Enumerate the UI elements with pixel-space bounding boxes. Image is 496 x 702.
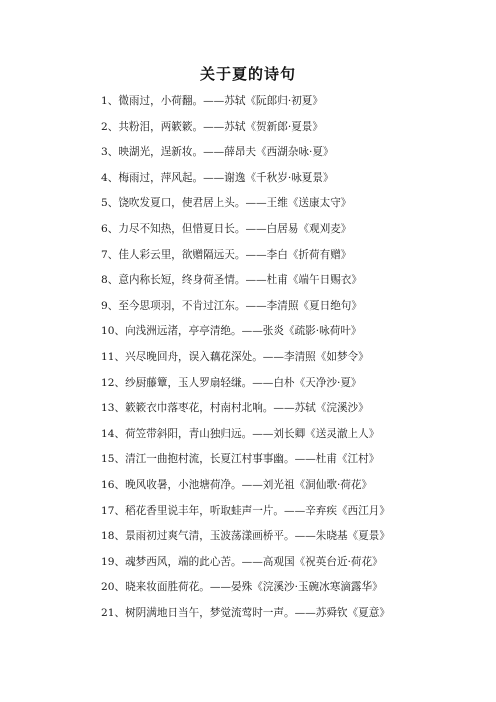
poem-line-20: 20、晓来妆面胜荷花。——晏殊《浣溪沙·玉碗冰寒滴露华》 (101, 581, 383, 594)
poem-line-3: 3、映湖光，逞新妆。——薛昂夫《西湖杂咏·夏》 (101, 146, 334, 159)
poem-line-21: 21、树阴满地日当午，梦觉流莺时一声。——苏舜钦《夏意》 (101, 606, 390, 619)
poem-line-17: 17、稻花香里说丰年，听取蛙声一片。——辛弃疾《西江月》 (101, 504, 390, 517)
poem-line-6: 6、力尽不知热，但惜夏日长。——白居易《观刈麦》 (101, 222, 352, 235)
poem-line-4: 4、梅雨过，萍风起。——谢逸《千秋岁·咏夏景》 (101, 171, 334, 184)
poem-list (101, 94, 390, 631)
poem-line-13: 13、簌簌衣巾落枣花，村南村北响。——苏轼《浣溪沙》 (101, 402, 369, 415)
poem-line-5: 5、饶吹发夏口，使君居上头。——王维《送康太守》 (101, 197, 352, 210)
page-title: 关于夏的诗句 (199, 65, 296, 83)
poem-line-8: 8、意内称长短，终身荷圣情。——杜甫《端午日赐衣》 (101, 274, 362, 287)
poem-line-19: 19、魂梦西风，端的此心苦。——高观国《祝英台近·荷花》 (101, 555, 383, 568)
poem-line-7: 7、佳人彩云里，欲赠隔远天。——李白《折荷有赠》 (101, 248, 352, 261)
poem-line-15: 15、清江一曲抱村流，长夏江村事事幽。——杜甫《江村》 (101, 453, 380, 466)
poem-line-14: 14、荷笠带斜阳，青山独归远。——刘长卿《送灵澈上人》 (101, 427, 380, 440)
poem-line-16: 16、晚风收暑，小池塘荷净。——刘光祖《洞仙歌·荷花》 (101, 478, 373, 491)
poem-line-18: 18、景雨初过爽气清，玉波荡漾画桥平。——朱晓基《夏景》 (101, 530, 390, 543)
poem-line-11: 11、兴尽晚回舟，误入藕花深处。——李清照《如梦令》 (101, 350, 369, 363)
poem-line-2: 2、共粉泪，两簌簌。——苏轼《贺新郎·夏景》 (101, 120, 323, 133)
poem-line-12: 12、纱厨藤簟，玉人罗扇轻缣。——白朴《天净沙·夏》 (101, 376, 362, 389)
poem-line-10: 10、向浅洲远渚，亭亭清绝。——张炎《疏影·咏荷叶》 (101, 325, 362, 338)
poem-line-9: 9、至今思项羽，不肯过江东。——李清照《夏日绝句》 (101, 299, 362, 312)
poem-line-1: 1、微雨过，小荷翻。——苏轼《阮郎归·初夏》 (101, 95, 323, 107)
